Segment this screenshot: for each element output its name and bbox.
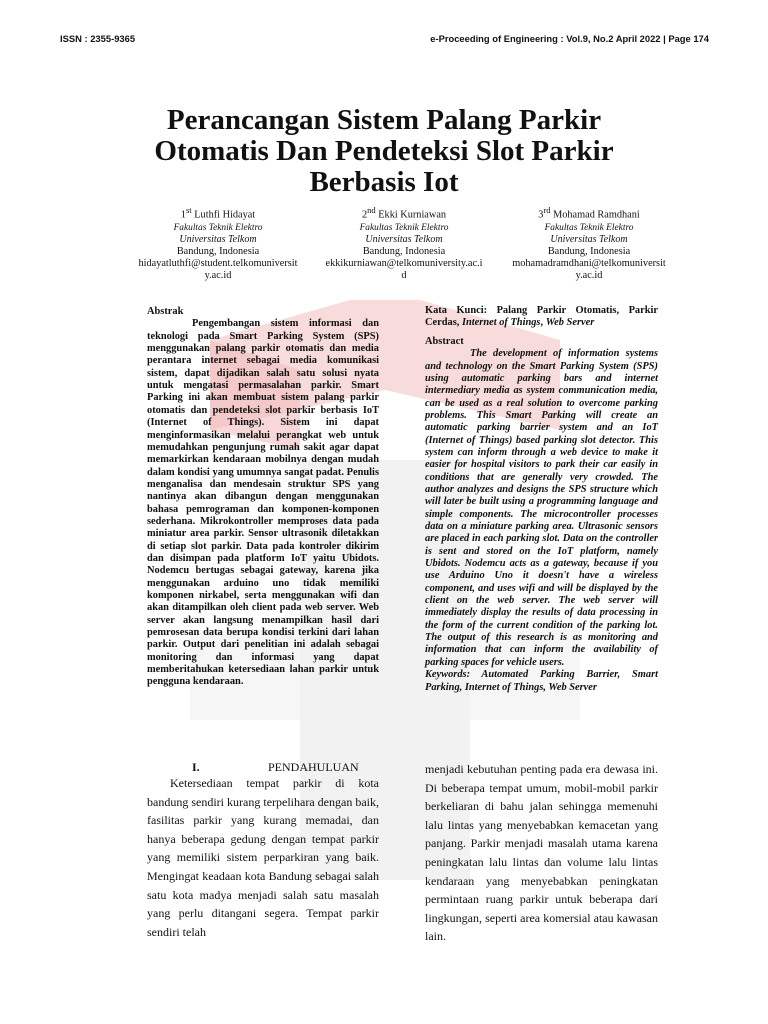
author-ordinal-suffix: nd xyxy=(367,205,376,215)
abstrak-text: Pengembangan sistem informasi dan teknologi pada Smart Parking System (SPS) menggunakan palang parkir otomatis dan media perantara internet sebagai media komunikasi sistem, dapat dijadikan salah satu solusi nyata untuk mengatasi permasalahan parkir. Smart Parking ini akan membuat sistem palang parkir otomatis dan pendeteksi slot parkir berbasis IoT (Internet of Things). Sistem ini dapat menginformasikan melalui perangkat web untuk memudahkan pengunjung rumah sakit agar dapat memarkirkan kendaraan mobilnya dengan mudah dalam kondisi yang umumnya sangat padat. Penulis menganalisa dan mendesain struktur SPS yang nantinya akan dibangun dengan menggunakan bahasa pemrograman dan komponen-komponen sederhana. Mikrokontroller memproses data pada miniatur area parkir. Sensor ultrasonik diletakkan di setiap slot parkir. Data pada kontroler dikirim dan disimpan pada platform IoT yaitu Ubidots. Nodemcu bertugas sebagai gateway, karena jika menggunakan arduino uno tidak memiliki komponen nirkabel, serta menggunakan wifi dan akan ditampilkan oleh client pada web server. Web server akan langsung menampilkan hasil dari pemrosesan data berupa kondisi terkini dari lahan parkir. Output dari penelitian ini adalah sebagai monitoring dan informasi yang dapat memberitahukan ketersediaan lahan parkir untuk pengguna kendaraan. xyxy=(147,318,379,688)
abstract-heading: Abstract xyxy=(425,335,464,347)
abstract-text: The development of information systems and technology on the Smart Parking System (SPS) using automatic parking bars and internet intermediary media as system communication media, can be used as a real solution to overcome parking problems. This Smart Parking will create an automatic parking barrier system and an IoT (Internet of Things) based parking slot detector. This system can inform through a web device to make it easier for hospital visitors to park their car easily in conditions that are generally very crowded. The author analyzes and designs the SPS structure which will later be built using a programming language and simple components. The microcontroller processes data on a miniature parking area. Ultrasonic sensors are placed in each parking slot. Data on the controller is sent and stored on the IoT platform, namely Ubidots. Nodemcu acts as a gateway, because if you use Arduino Uno it doesn't have a wireless component, and uses wifi and will be displayed by the client on the web server. The web server will immediately display the results of data processing in the form of the current condition of the parking lot. The output of this research is as monitoring and information that can inform the availability of parking spaces for vehicle users. xyxy=(425,348,658,668)
paper-title: Perancangan Sistem Palang Parkir Otomatis Dan Pendeteksi Slot Parkir Berbasis Iot xyxy=(154,104,614,198)
author-email: hidayatluthfi@student.telkomuniversity.ac.id xyxy=(138,257,298,281)
author-name: Luthfi Hidayat xyxy=(194,209,256,221)
author-email: ekkikurniawan@telkomuniversity.ac.id xyxy=(325,257,483,281)
kata-kunci-iot: Internet of Things xyxy=(461,317,541,329)
author-1 xyxy=(138,204,298,282)
section-title: PENDAHULUAN xyxy=(268,760,359,774)
introduction-right-column xyxy=(425,760,658,946)
section-heading-introduction xyxy=(192,760,359,775)
author-2 xyxy=(324,204,484,282)
author-ordinal-suffix: st xyxy=(185,205,192,215)
abstrak-heading: Abstrak xyxy=(147,306,184,317)
author-name-line xyxy=(324,204,484,222)
author-ordinal: 1 xyxy=(180,209,186,221)
author-ordinal-suffix: rd xyxy=(543,205,551,215)
introduction-text-right: menjadi kebutuhan penting pada era dewasa ini. Di beberapa tempat umum, mobil-mobil parkir berkeliaran di bahu jalan sehingga memenuhi lalu lintas yang menyebabkan kemacetan yang panjang. Parkir menjadi masalah utama karena peningkatan lalu lintas dan volume lalu lintas kendaraan yang menyebabkan peningkatan permintaan ruang parkir untuk beberapa dari lingkungan, seperti area komersial atau kawasan lain. xyxy=(425,762,658,944)
keywords-en: Keywords: Automated Parking Barrier, Smart Parking, Internet of Things, Web Server xyxy=(425,669,658,693)
author-ordinal: 3 xyxy=(538,209,544,221)
author-name-line xyxy=(509,204,669,222)
introduction-left-column xyxy=(147,774,379,941)
journal-header: e-Proceeding of Engineering : Vol.9, No.2 April 2022 | Page 174 xyxy=(430,33,709,44)
author-faculty: Fakultas Teknik Elektro xyxy=(544,222,634,233)
author-3 xyxy=(509,204,669,282)
author-ordinal: 2 xyxy=(361,209,368,221)
author-faculty: Fakultas Teknik Elektro xyxy=(359,222,449,233)
author-university: Universitas Telkom xyxy=(550,233,628,245)
author-university: Universitas Telkom xyxy=(365,233,443,245)
author-city: Bandung, Indonesia xyxy=(362,245,446,257)
introduction-text-left: Ketersediaan tempat parkir di kota bandung sendiri kurang terpelihara dengan baik, fasilitas parkir yang kurang memadai, dan hanya beberapa gedung dengan tempat parkir yang memiliki sistem perparkiran yang baik. Mengingat keadaan kota Bandung sebagai salah satu kota madya menjadi salah satu masalah yang perlu ditangani segera. Tempat parkir sendiri telah xyxy=(147,776,379,939)
author-faculty: Fakultas Teknik Elektro xyxy=(173,222,263,233)
author-university: Universitas Telkom xyxy=(179,233,257,245)
author-name-line xyxy=(138,204,298,222)
kata-kunci xyxy=(425,305,658,330)
issn-header: ISSN : 2355-9365 xyxy=(60,33,136,44)
abstrak-section xyxy=(147,306,379,689)
author-name: Ekki Kurniawan xyxy=(378,209,447,221)
author-city: Bandung, Indonesia xyxy=(176,245,260,257)
author-city: Bandung, Indonesia xyxy=(547,245,631,257)
kata-kunci-separator: , xyxy=(540,317,546,329)
kata-kunci-web: Web Server xyxy=(545,317,595,329)
author-name: Mohamad Ramdhani xyxy=(553,209,640,221)
section-number: I. xyxy=(192,760,200,774)
kata-kunci-label: Kata Kunci: Palang Parkir Otomatis, Parkir Cerdas, xyxy=(425,305,658,329)
abstract-section xyxy=(425,305,658,694)
author-email: mohamadramdhani@telkomuniversity.ac.id xyxy=(512,257,666,281)
